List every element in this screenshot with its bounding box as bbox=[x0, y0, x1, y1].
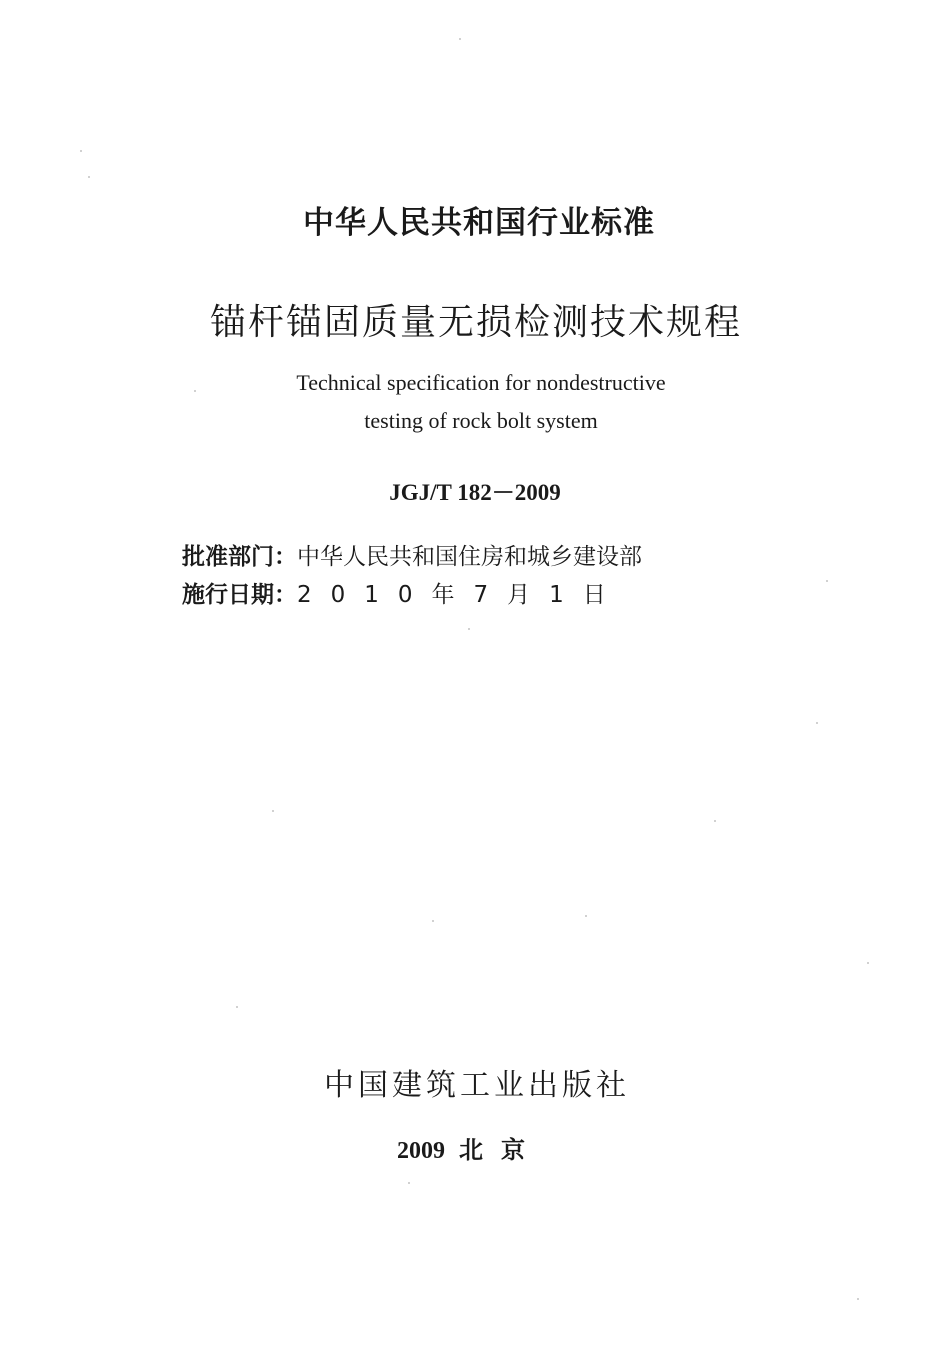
scan-speck bbox=[826, 580, 828, 582]
approval-department-value: 中华人民共和国住房和城乡建设部 bbox=[297, 544, 642, 570]
publication-place-year bbox=[0, 1130, 950, 1165]
scan-speck bbox=[857, 1298, 859, 1300]
scan-speck bbox=[408, 1182, 410, 1184]
scan-speck bbox=[194, 390, 196, 392]
scan-speck bbox=[468, 628, 470, 630]
document-title-english-line1: Technical specification for nondestructive bbox=[296, 370, 666, 395]
effective-date-row bbox=[182, 576, 625, 609]
scan-speck bbox=[585, 915, 587, 917]
effective-date-label: 施行日期： bbox=[182, 582, 297, 608]
scan-speck bbox=[80, 150, 82, 152]
publication-city: 北京 bbox=[459, 1136, 543, 1164]
publication-year: 2009 bbox=[397, 1138, 445, 1164]
standard-code: JGJ/T 182－2009 bbox=[389, 480, 561, 505]
scan-speck bbox=[272, 810, 274, 812]
scan-speck bbox=[816, 722, 818, 724]
effective-date-value: 2010年7月1日 bbox=[297, 582, 625, 608]
document-title-english-line2: testing of rock bolt system bbox=[364, 408, 598, 433]
approval-department-row bbox=[182, 538, 642, 571]
document-title-chinese: 锚杆锚固质量无损检测技术规程 bbox=[209, 302, 742, 343]
scan-speck bbox=[714, 820, 716, 822]
scan-speck bbox=[459, 38, 461, 40]
scan-speck bbox=[432, 920, 434, 922]
publisher-name: 中国建筑工业出版社 bbox=[324, 1068, 630, 1103]
scan-speck bbox=[236, 1006, 238, 1008]
approval-department-label: 批准部门： bbox=[182, 544, 297, 570]
scan-speck bbox=[88, 176, 90, 178]
scan-speck bbox=[867, 962, 869, 964]
standard-header: 中华人民共和国行业标准 bbox=[303, 205, 655, 241]
